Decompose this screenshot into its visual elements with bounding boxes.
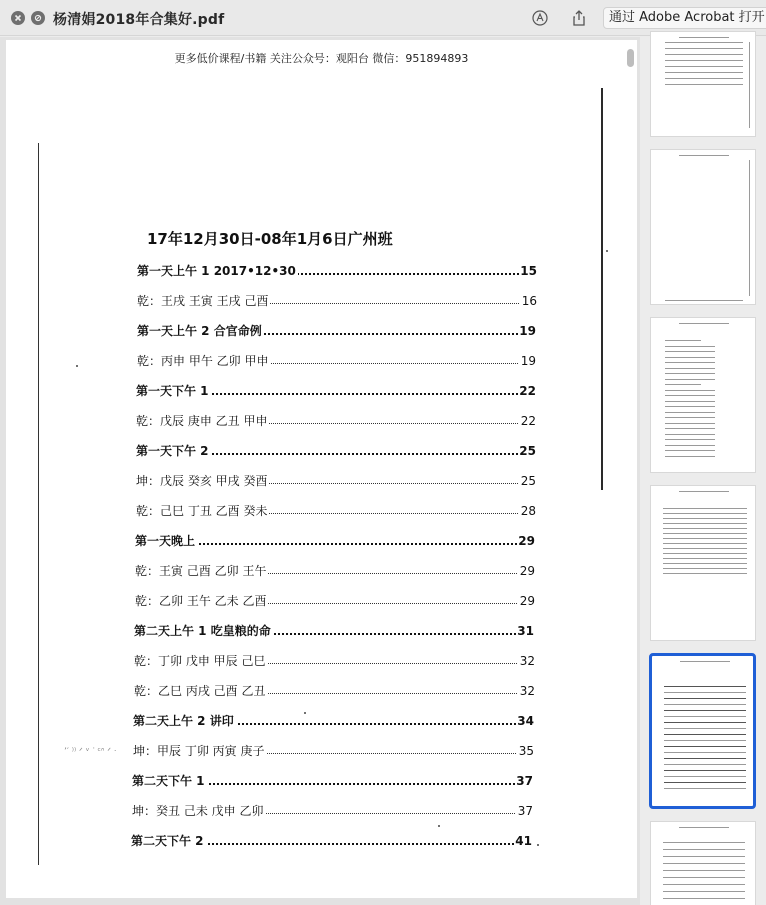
thumbnail-text-line — [665, 450, 715, 451]
thumbnail-text-line — [665, 417, 715, 418]
toc-entry[interactable] — [6, 412, 637, 430]
thumbnail-text-line — [679, 323, 729, 324]
thumbnail-text-line — [663, 891, 745, 892]
thumbnail-text-line — [663, 538, 747, 539]
thumbnail-text-line — [679, 827, 729, 828]
thumbnail-sidebar — [640, 37, 766, 905]
toc-entry[interactable] — [6, 532, 637, 550]
toc-entry-label: 坤：甲辰 丁卯 丙寅 庚子 — [133, 744, 265, 758]
thumbnail-text-line — [663, 884, 745, 885]
toc-entry[interactable] — [6, 322, 637, 340]
toc-entry[interactable] — [6, 352, 637, 370]
thumbnail-text-line — [665, 379, 715, 380]
toc-entry[interactable] — [6, 652, 637, 670]
markup-icon[interactable] — [531, 9, 549, 27]
thumbnail-text-line — [663, 548, 747, 549]
thumbnail-text-line — [663, 842, 745, 843]
page-thumbnail[interactable] — [650, 485, 756, 641]
thumbnail-text-line — [664, 758, 746, 759]
thumbnail-text-line — [665, 384, 701, 385]
toc-entry[interactable] — [6, 382, 637, 400]
toc-entry-label: 第一天晚上 — [135, 534, 196, 548]
thumbnail-text-line — [679, 155, 729, 156]
thumbnail-text-line — [680, 661, 730, 662]
thumbnail-text-line — [663, 533, 747, 534]
thumbnail-text-line — [665, 66, 743, 67]
thumbnail-text-line — [663, 849, 745, 850]
thumbnail-text-line — [663, 898, 745, 899]
thumbnail-text-line — [665, 346, 715, 347]
toc-entry-label: 乾：王戌 王寅 王戌 己酉 — [137, 294, 269, 308]
thumbnail-text-line — [665, 78, 743, 79]
toc-entry-label: 第二天上午 2 讲印 — [133, 714, 234, 728]
thumbnail-text-line — [663, 523, 747, 524]
page-thumbnail[interactable] — [650, 149, 756, 305]
thumbnail-text-line — [665, 42, 743, 43]
toc-entry-page-number: 29 — [518, 534, 535, 548]
toc-entry[interactable] — [6, 712, 637, 730]
thumbnail-text-line — [665, 445, 715, 446]
toc-entry-page-number: 19 — [520, 354, 536, 368]
thumbnail-text-line — [664, 746, 746, 747]
scan-speck — [606, 250, 608, 252]
toc-entry-label: 乾：戊辰 庚申 乙丑 甲申 — [136, 414, 268, 428]
thumbnail-text-line — [664, 782, 746, 783]
thumbnail-text-line — [665, 434, 715, 435]
vertical-scrollbar[interactable] — [627, 49, 634, 67]
thumbnail-text-line — [665, 373, 715, 374]
thumbnail-text-line — [665, 300, 743, 301]
thumbnail-text-line — [665, 54, 743, 55]
thumbnail-text-line — [664, 710, 746, 711]
toc-entry[interactable] — [6, 562, 637, 580]
document-title: 杨清娟2018年合集好.pdf — [53, 12, 225, 28]
toc-entry-page-number: 22 — [520, 414, 536, 428]
toc-entry[interactable] — [6, 502, 637, 520]
toc-entry[interactable] — [6, 262, 637, 280]
scan-speck — [76, 365, 78, 367]
thumbnail-text-line — [664, 698, 746, 699]
thumbnail-text-line — [664, 776, 746, 777]
thumbnail-text-line — [665, 84, 743, 85]
toc-entry[interactable] — [6, 802, 637, 820]
thumbnail-text-line — [663, 528, 747, 529]
thumbnail-text-line — [749, 160, 750, 296]
page-thumbnail[interactable] — [650, 821, 756, 905]
toc-entry-page-number: 28 — [520, 504, 536, 518]
thumbnail-text-line — [663, 573, 747, 574]
toc-entry-page-number: 37 — [517, 804, 533, 818]
thumbnail-text-line — [664, 788, 746, 789]
thumbnail-text-line — [665, 412, 715, 413]
page-viewer[interactable] — [0, 37, 640, 905]
page-thumbnail[interactable] — [649, 653, 756, 809]
thumbnail-text-line — [664, 764, 746, 765]
thumbnail-text-line — [663, 543, 747, 544]
thumbnail-text-line — [663, 513, 747, 514]
thumbnail-text-line — [664, 716, 746, 717]
thumbnail-text-line — [663, 558, 747, 559]
toc-entry-page-number: 22 — [519, 384, 536, 398]
toc-entry-page-number: 35 — [518, 744, 534, 758]
thumbnail-text-line — [665, 395, 715, 396]
toc-entry-label: 坤：癸丑 己未 戊申 乙卯 — [132, 804, 264, 818]
toc-entry[interactable] — [6, 772, 637, 790]
thumbnail-text-line — [664, 752, 746, 753]
toc-entry-label: 第二天下午 1 — [132, 774, 205, 788]
toc-entry[interactable] — [6, 832, 637, 850]
toc-entry-label: 第一天下午 1 — [136, 384, 209, 398]
toc-entry-page-number: 31 — [517, 624, 534, 638]
thumbnail-text-line — [663, 563, 747, 564]
toc-entry-page-number: 29 — [519, 594, 535, 608]
document-page — [6, 40, 637, 898]
toc-title: 17年12月30日-08年1月6日广州班 — [147, 230, 393, 248]
toc-entry-label: 第一天上午 1 2017•12•30 — [137, 264, 296, 278]
thumbnail-text-line — [664, 740, 746, 741]
toc-entry[interactable] — [6, 622, 637, 640]
toc-entry-page-number: 37 — [516, 774, 533, 788]
open-in-acrobat-button[interactable]: 通过 Adobe Acrobat 打开 — [603, 7, 766, 29]
toc-entry-label: 乾：乙卯 王午 乙未 乙酉 — [135, 594, 267, 608]
thumbnail-text-line — [665, 362, 715, 363]
hide-icon[interactable] — [31, 11, 45, 25]
thumbnail-text-line — [663, 508, 747, 509]
toc-entry-label: 乾：王寅 己酉 乙卯 王午 — [135, 564, 267, 578]
thumbnail-text-line — [665, 340, 701, 341]
thumbnail-text-line — [665, 351, 715, 352]
toc-entry-label: 乾：丙申 甲午 乙卯 甲申 — [137, 354, 269, 368]
scan-speck — [304, 712, 306, 714]
toc-entry-page-number: 16 — [521, 294, 537, 308]
toc-entry[interactable] — [6, 592, 637, 610]
toc-entry-page-number: 32 — [519, 654, 535, 668]
page-header-text: 更多低价课程/书籍 关注公众号：观阳台 微信：951894893 — [174, 52, 469, 65]
toc-entry-label: 乾：乙巳 丙戌 己酉 乙丑 — [134, 684, 266, 698]
toc-entry-page-number: 32 — [519, 684, 535, 698]
toc-entry-label: 乾：己巳 丁丑 乙酉 癸未 — [136, 504, 268, 518]
thumbnail-text-line — [664, 734, 746, 735]
thumbnail-text-line — [665, 390, 715, 391]
toc-entry[interactable] — [6, 292, 637, 310]
thumbnail-text-line — [665, 456, 715, 457]
thumbnail-text-line — [664, 722, 746, 723]
thumbnail-text-line — [664, 686, 746, 687]
thumbnail-text-line — [665, 72, 743, 73]
scan-speck — [537, 844, 539, 846]
thumbnail-text-line — [664, 728, 746, 729]
thumbnail-text-line — [663, 870, 745, 871]
toc-entry-label: 乾：丁卯 戊申 甲辰 己巳 — [134, 654, 266, 668]
thumbnail-text-line — [664, 770, 746, 771]
toc-entry-page-number: 34 — [517, 714, 534, 728]
toc-entry-page-number: 19 — [519, 324, 536, 338]
thumbnail-text-line — [665, 368, 715, 369]
toc-entry-page-number: 29 — [519, 564, 535, 578]
thumbnail-text-line — [665, 428, 715, 429]
toc-entry-label: 第一天下午 2 — [136, 444, 209, 458]
toc-entry[interactable] — [6, 472, 637, 490]
thumbnail-text-line — [663, 863, 745, 864]
thumbnail-text-line — [749, 42, 750, 128]
thumbnail-text-line — [679, 37, 729, 38]
thumbnail-text-line — [665, 423, 715, 424]
scan-noise: ʼ′ ⁾⁾ ᐟ ᵛ ᐝ ᶜᐢ ᐟ ᐧ — [64, 747, 117, 757]
thumbnail-text-line — [679, 491, 729, 492]
thumbnail-text-line — [664, 692, 746, 693]
toc-entry-label: 第一天上午 2 合官命例 — [137, 324, 262, 338]
toc-entry-page-number: 15 — [520, 264, 537, 278]
thumbnail-text-line — [665, 439, 715, 440]
thumbnail-text-line — [665, 406, 715, 407]
toc-entry-label: 坤：戊辰 癸亥 甲戌 癸酉 — [136, 474, 268, 488]
thumbnail-text-line — [663, 568, 747, 569]
toc-entry-label: 第二天下午 2 — [131, 834, 204, 848]
toc-entry[interactable] — [6, 442, 637, 460]
page-thumbnail[interactable] — [650, 317, 756, 473]
thumbnail-text-line — [663, 877, 745, 878]
toc-entry-page-number: 25 — [520, 474, 536, 488]
toc-entry-page-number: 41 — [515, 834, 532, 848]
thumbnail-text-line — [665, 401, 715, 402]
page-thumbnail[interactable] — [650, 31, 756, 137]
thumbnail-text-line — [664, 704, 746, 705]
toc-entry[interactable] — [6, 682, 637, 700]
share-icon[interactable] — [570, 9, 588, 27]
thumbnail-text-line — [663, 856, 745, 857]
scan-speck — [438, 825, 440, 827]
toc-entry-label: 第二天上午 1 吃皇粮的命 — [134, 624, 271, 638]
thumbnail-text-line — [665, 357, 715, 358]
close-icon[interactable] — [11, 11, 25, 25]
thumbnail-text-line — [665, 48, 743, 49]
thumbnail-text-line — [665, 60, 743, 61]
thumbnail-text-line — [663, 518, 747, 519]
thumbnail-text-line — [663, 553, 747, 554]
toc-entry-page-number: 25 — [519, 444, 536, 458]
